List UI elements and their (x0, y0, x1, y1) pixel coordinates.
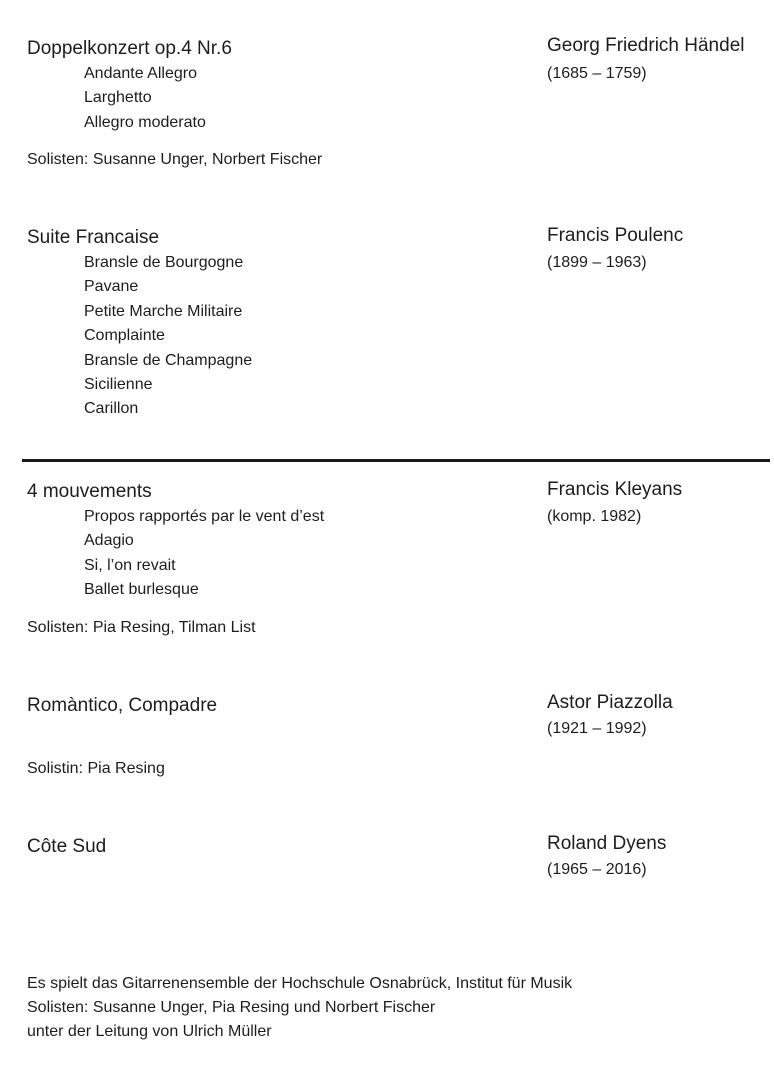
soloists-credit-line: Solisten: Susanne Unger, Pia Resing und Norbert Fischer (27, 999, 436, 1016)
movement-list (84, 251, 252, 422)
movement-item: Pavane (84, 278, 139, 296)
movement-list (84, 505, 324, 603)
piece-title: 4 mouvements (27, 481, 152, 502)
section-divider (22, 459, 770, 462)
composer-dates: (1899 – 1963) (547, 254, 647, 271)
movement-item: Carillon (84, 400, 139, 418)
composer-name: Roland Dyens (547, 833, 667, 854)
movement-item: Complainte (84, 327, 165, 345)
composer-dates: (1921 – 1992) (547, 720, 647, 737)
movement-item: Si, l’on revait (84, 556, 176, 574)
movement-item: Larghetto (84, 89, 152, 107)
movement-item: Bransle de Champagne (84, 351, 253, 369)
movement-item: Bransle de Bourgogne (84, 254, 244, 271)
movement-item: Andante Allegro (84, 65, 197, 82)
composer-dates: (komp. 1982) (547, 508, 642, 525)
composer-name: Francis Poulenc (547, 225, 684, 246)
conductor-line: unter der Leitung von Ulrich Müller (27, 1023, 272, 1040)
ensemble-credits (27, 972, 572, 1044)
soloists-line: Solistin: Pia Resing (27, 760, 165, 777)
piece-title: Doppelkonzert op.4 Nr.6 (27, 38, 232, 59)
composer-name: Astor Piazzolla (547, 692, 673, 713)
soloists-line: Solisten: Pia Resing, Tilman List (27, 619, 256, 636)
composer-name: Georg Friedrich Händel (547, 35, 745, 56)
movement-item: Ballet burlesque (84, 581, 199, 599)
piece-title: Suite Francaise (27, 227, 160, 248)
composer-dates: (1685 – 1759) (547, 65, 647, 82)
ensemble-line: Es spielt das Gitarrenensemble der Hochschule Osnabrück, Institut für Musik (27, 975, 573, 992)
movement-item: Propos rapportés par le vent d’est (84, 508, 325, 525)
composer-dates: (1965 – 2016) (547, 861, 647, 878)
piece-title: Romàntico, Compadre (27, 695, 218, 716)
movement-item: Petite Marche Militaire (84, 302, 243, 320)
piece-title: Côte Sud (27, 836, 107, 857)
soloists-line: Solisten: Susanne Unger, Norbert Fischer (27, 151, 323, 168)
composer-name: Francis Kleyans (547, 479, 683, 500)
movement-item: Sicilienne (84, 376, 153, 394)
movement-list (84, 62, 206, 135)
movement-item: Allegro moderato (84, 113, 206, 131)
movement-item: Adagio (84, 532, 134, 550)
